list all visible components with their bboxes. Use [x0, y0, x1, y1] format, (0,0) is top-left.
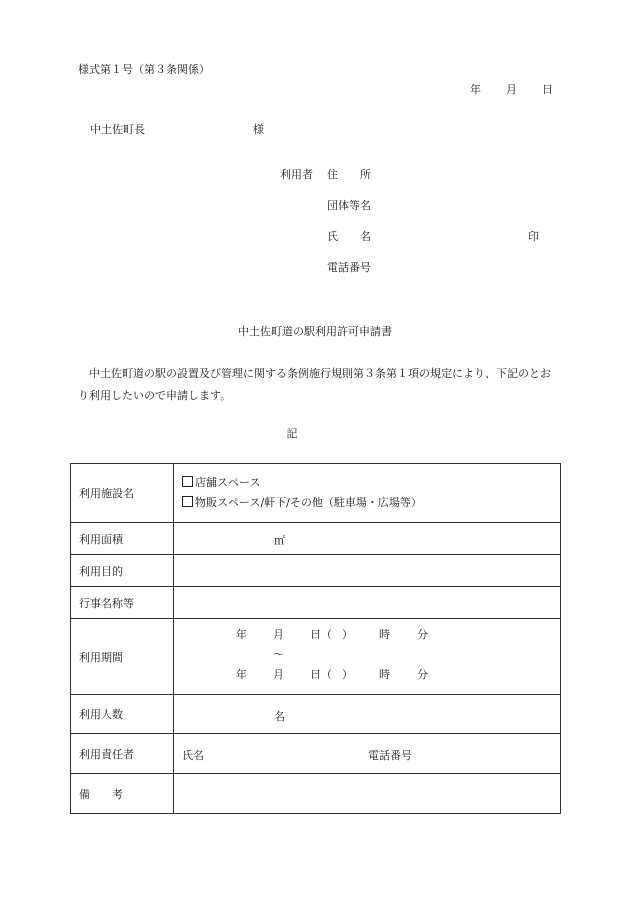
application-table — [70, 463, 561, 814]
ki-heading: 記 — [286, 427, 298, 440]
facility-options — [174, 464, 561, 523]
option-sales[interactable] — [182, 496, 560, 510]
addressee: 中土佐町長 — [90, 123, 145, 136]
start-year: 年 — [236, 628, 247, 641]
start-month: 月 — [273, 628, 284, 641]
start-hour: 時 — [379, 628, 390, 641]
manager-field[interactable] — [174, 734, 561, 774]
honorific: 様 — [253, 123, 264, 136]
event-name-field[interactable] — [174, 587, 561, 619]
end-day: 日（ — [310, 668, 332, 681]
checkbox-icon[interactable] — [182, 496, 193, 507]
period-tilde: 〜 — [273, 648, 284, 661]
date-day: 日 — [542, 83, 553, 96]
remarks-label-text: 備考 — [79, 787, 145, 801]
end-paren: ） — [342, 668, 353, 681]
seal-mark: 印 — [528, 230, 539, 243]
manager-phone-label: 電話番号 — [368, 749, 412, 762]
row-manager — [71, 734, 561, 774]
remarks-label — [71, 774, 174, 814]
end-month: 月 — [273, 668, 284, 681]
period-field[interactable] — [174, 619, 561, 695]
applicant-org-label: 団体等名 — [327, 199, 371, 212]
applicant-phone-label: 電話番号 — [327, 261, 371, 274]
period-end — [236, 668, 428, 682]
row-people — [71, 695, 561, 734]
end-hour: 時 — [379, 668, 390, 681]
row-event-name — [71, 587, 561, 619]
people-unit: 名 — [274, 710, 285, 723]
form-code: 様式第１号（第３条関係） — [78, 63, 210, 76]
row-remarks — [71, 774, 561, 814]
event-name-label: 行事名称等 — [71, 587, 174, 619]
row-purpose — [71, 555, 561, 587]
applicant-label: 利用者 — [280, 168, 313, 181]
end-year: 年 — [236, 668, 247, 681]
document-title: 中土佐町道の駅利用許可申請書 — [238, 325, 392, 338]
row-facility — [71, 464, 561, 523]
applicant-address-label: 住 所 — [327, 168, 371, 181]
period-label: 利用期間 — [71, 619, 174, 695]
area-unit: ㎡ — [274, 534, 285, 547]
period-start — [236, 628, 428, 642]
date-line — [470, 83, 578, 97]
area-label: 利用面積 — [71, 523, 174, 555]
body-text: 中土佐町道の駅の設置及び管理に関する条例施行規則第３条第１項の規定により、下記のとおり利用したいので申請します。 — [78, 367, 551, 402]
date-year: 年 — [470, 83, 481, 96]
manager-name-label: 氏名 — [182, 749, 204, 762]
remarks-field[interactable] — [174, 774, 561, 814]
purpose-label: 利用目的 — [71, 555, 174, 587]
date-month: 月 — [506, 83, 517, 96]
area-field[interactable] — [174, 523, 561, 555]
applicant-name-label: 氏 名 — [327, 230, 371, 243]
facility-label: 利用施設名 — [71, 464, 174, 523]
start-paren: ） — [342, 628, 353, 641]
option-sales-label: 物販スペース/軒下/その他（駐車場・広場等） — [195, 496, 422, 509]
end-minute: 分 — [417, 668, 428, 681]
row-area — [71, 523, 561, 555]
purpose-field[interactable] — [174, 555, 561, 587]
people-label: 利用人数 — [71, 695, 174, 734]
option-store-label: 店舗スペース — [195, 476, 261, 489]
manager-label: 利用責任者 — [71, 734, 174, 774]
checkbox-icon[interactable] — [182, 476, 193, 487]
people-field[interactable] — [174, 695, 561, 734]
option-store[interactable] — [182, 476, 560, 490]
start-day: 日（ — [310, 628, 332, 641]
addressee-line — [90, 123, 264, 137]
row-period — [71, 619, 561, 695]
start-minute: 分 — [417, 628, 428, 641]
